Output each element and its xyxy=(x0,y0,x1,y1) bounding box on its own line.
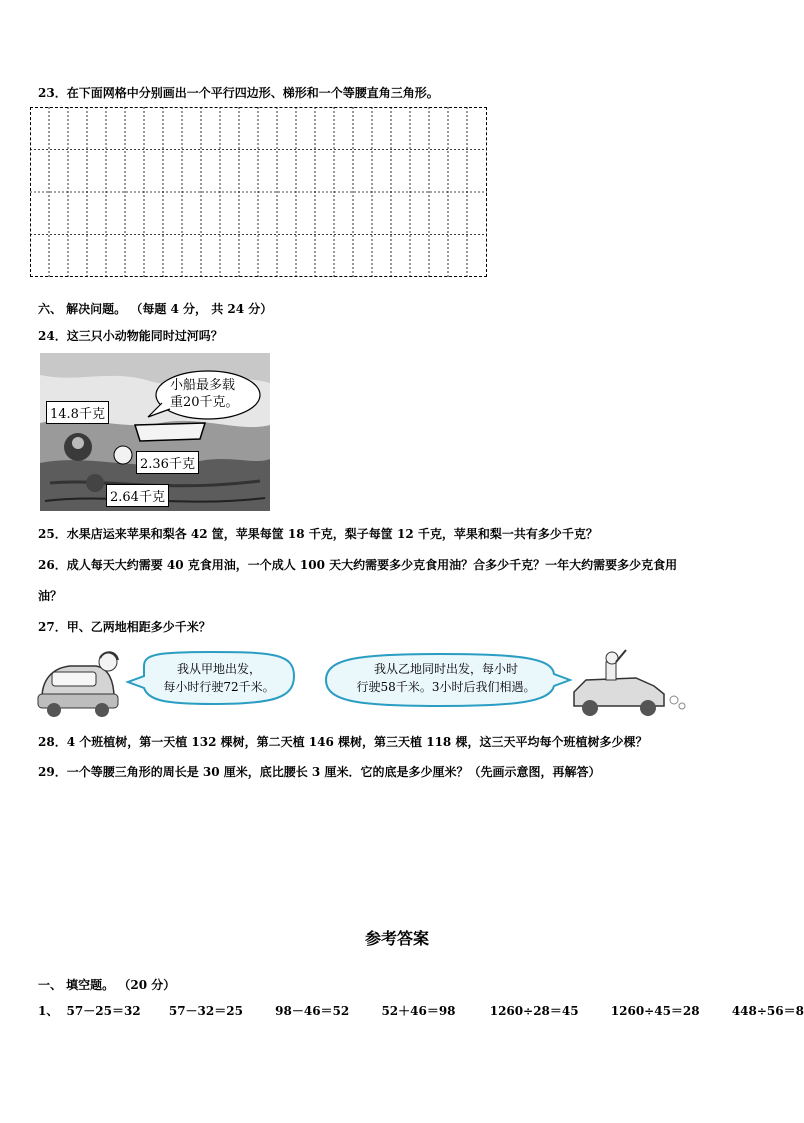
car-a-icon xyxy=(36,650,122,720)
label-cat-weight: 2.64千克 xyxy=(106,484,169,507)
equation-4: 52＋46＝98 xyxy=(381,1004,456,1018)
label-monkey-weight: 14.8千克 xyxy=(46,401,109,424)
answer-1-label: 1、 xyxy=(38,1004,59,1018)
equation-5: 1260÷28＝45 xyxy=(489,1004,579,1018)
equation-2: 57－32＝25 xyxy=(168,1004,243,1018)
question-29: 29．一个等腰三角形的周长是 30 厘米，底比腰长 3 厘米．它的底是多少厘米？（先画示意图，再解答） xyxy=(38,765,601,779)
question-27: 27．甲、乙两地相距多少千米？ xyxy=(38,620,211,634)
question-28: 28．4 个班植树，第一天植 132 棵树，第二天植 146 棵树，第三天植 118 棵，这三天平均每个班植树多少棵？ xyxy=(38,735,648,749)
equation-7: 448÷56＝8 xyxy=(731,1004,804,1018)
answers-section-1-heading: 一、 填空题。 （20 分） xyxy=(38,978,176,992)
question-23: 23．在下面网格中分别画出一个平行四边形、梯形和一个等腰直角三角形。 xyxy=(38,86,439,100)
bubble-line-1: 小船最多载 xyxy=(170,378,236,393)
bubble-a-line-1: 我从甲地出发， xyxy=(176,662,261,676)
label-rabbit-weight: 2.36千克 xyxy=(136,451,199,474)
equation-1: 57－25＝32 xyxy=(66,1004,141,1018)
question-24: 24．这三只小动物能同时过河吗？ xyxy=(38,329,223,343)
equation-3: 98－46＝52 xyxy=(275,1004,350,1018)
equation-6: 1260÷45＝28 xyxy=(610,1004,700,1018)
river-animals-figure xyxy=(40,353,270,511)
bubble-from-jia xyxy=(124,648,300,712)
section-6-heading: 六、 解决问题。 （每题 4 分， 共 24 分） xyxy=(38,302,273,316)
bubble-line-2: 重20千克。 xyxy=(170,395,239,410)
bubble-b-line-2: 行驶58千米。3小时后我们相遇。 xyxy=(356,680,536,694)
grid-lines xyxy=(30,107,487,277)
answer-1-row xyxy=(38,1002,804,1019)
question-26-line-1: 26．成人每天大约需要 40 克食用油，一个成人 100 天大约需要多少克食用油？合多少千克？一年大约需要多少克食用 xyxy=(38,558,678,572)
drawing-grid[interactable] xyxy=(30,107,487,277)
car-b-icon xyxy=(572,648,690,720)
bubble-b-line-1: 我从乙地同时出发，每小时 xyxy=(373,662,518,676)
question-26-line-2: 油？ xyxy=(38,589,63,603)
question-25: 25．水果店运来苹果和梨各 42 筐，苹果每筐 18 千克，梨子每筐 12 千克，苹果和梨一共有多少千克？ xyxy=(38,527,598,541)
answers-title: 参考答案 xyxy=(364,929,429,948)
bubble-boat-capacity xyxy=(148,369,262,421)
bubble-from-yi xyxy=(320,650,572,712)
bubble-a-line-2: 每小时行驶72千米。 xyxy=(163,680,275,694)
meeting-cars-figure xyxy=(36,648,726,720)
